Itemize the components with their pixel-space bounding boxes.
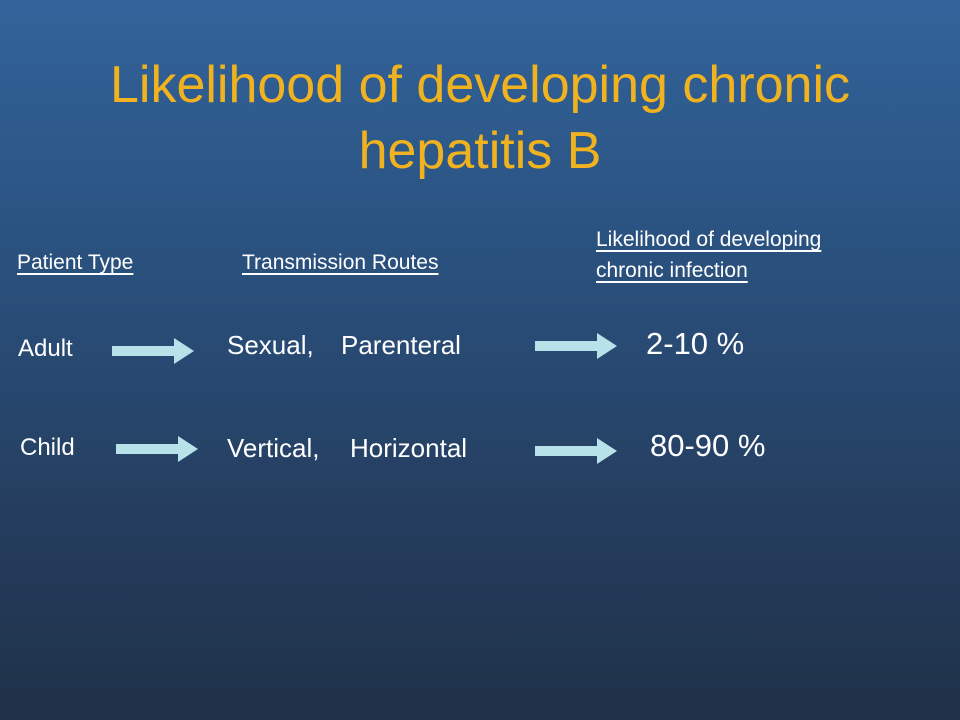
- header-transmission-routes: Transmission Routes: [242, 251, 439, 274]
- route-adult-2: Parenteral: [341, 330, 461, 360]
- header-patient-type: Patient Type: [17, 251, 134, 274]
- arrow-right-icon: [535, 333, 617, 359]
- title-line-1: Likelihood of developing chronic: [109, 56, 851, 114]
- likelihood-child: 80-90 %: [650, 428, 766, 463]
- patient-adult: Adult: [18, 335, 73, 362]
- route-adult-1: Sexual,: [227, 330, 314, 360]
- header-likelihood-line-2: chronic infection: [596, 259, 748, 282]
- header-likelihood-line-1: Likelihood of developing: [596, 228, 822, 251]
- likelihood-adult: 2-10 %: [646, 326, 745, 361]
- patient-child: Child: [20, 434, 75, 461]
- arrow-right-icon: [535, 438, 617, 464]
- slide-title: [40, 52, 920, 184]
- arrow-right-icon: [116, 436, 198, 462]
- header-likelihood: [596, 224, 821, 286]
- title-line-2: hepatitis B: [358, 122, 602, 180]
- route-child-1: Vertical,: [227, 433, 320, 463]
- route-child-2: Horizontal: [350, 433, 468, 463]
- arrow-right-icon: [112, 338, 194, 364]
